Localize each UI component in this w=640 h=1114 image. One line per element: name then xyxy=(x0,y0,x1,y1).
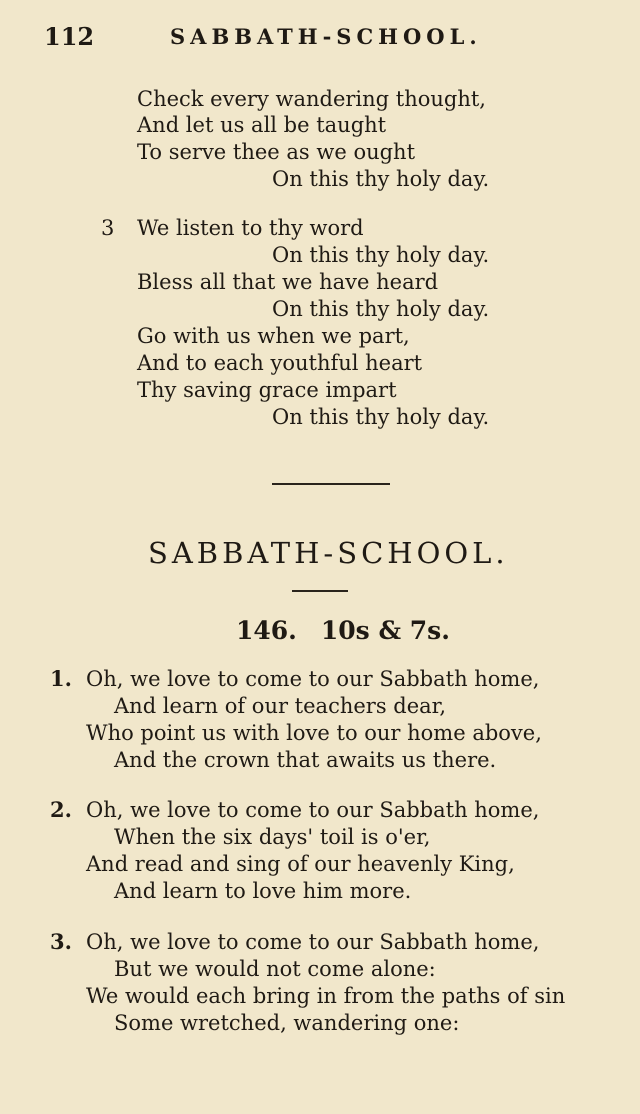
refrain-line: On this thy holy day. xyxy=(272,297,490,321)
refrain-line: On this thy holy day. xyxy=(272,405,490,429)
verse-line: And to each youthful heart xyxy=(137,351,423,375)
hymn-meter: 10s & 7s. xyxy=(320,616,450,645)
verse-line: But we would not come alone: xyxy=(114,957,436,981)
divider-rule-short xyxy=(292,590,348,592)
verse-line: We listen to thy word xyxy=(137,216,364,240)
refrain-line: On this thy holy day. xyxy=(272,243,490,267)
refrain-line: On this thy holy day. xyxy=(272,167,490,191)
verse-line: And let us all be taught xyxy=(137,113,387,137)
verse-number: 2. xyxy=(50,797,72,822)
verse-line: When the six days' toil is o'er, xyxy=(114,825,431,849)
verse-line: Oh, we love to come to our Sabbath home, xyxy=(86,930,540,954)
verse-line: We would each bring in from the paths of sin xyxy=(86,984,566,1008)
page-number: 112 xyxy=(44,22,95,51)
divider-rule xyxy=(272,483,390,485)
verse-line: And learn to love him more. xyxy=(114,879,412,903)
running-title: SABBATH-SCHOOL. xyxy=(170,24,482,49)
hymn-heading xyxy=(236,616,450,645)
verse-line: And the crown that awaits us there. xyxy=(114,748,497,772)
verse-line: Thy saving grace impart xyxy=(137,378,397,402)
hymn-number: 146. xyxy=(236,616,297,645)
verse-line: Who point us with love to our home above, xyxy=(86,721,542,745)
section-title: SABBATH-SCHOOL. xyxy=(148,536,509,570)
verse-number: 3 xyxy=(101,216,115,240)
verse-line: To serve thee as we ought xyxy=(137,140,416,164)
verse-number: 3. xyxy=(50,929,72,954)
verse-line: And read and sing of our heavenly King, xyxy=(86,852,515,876)
verse-line: Go with us when we part, xyxy=(137,324,410,348)
verse-line: Oh, we love to come to our Sabbath home, xyxy=(86,667,540,691)
verse-number: 1. xyxy=(50,666,72,691)
verse-line: Some wretched, wandering one: xyxy=(114,1011,460,1035)
verse-line: Check every wandering thought, xyxy=(137,87,486,111)
verse-line: Bless all that we have heard xyxy=(137,270,439,294)
verse-line: And learn of our teachers dear, xyxy=(114,694,447,718)
verse-line: Oh, we love to come to our Sabbath home, xyxy=(86,798,540,822)
